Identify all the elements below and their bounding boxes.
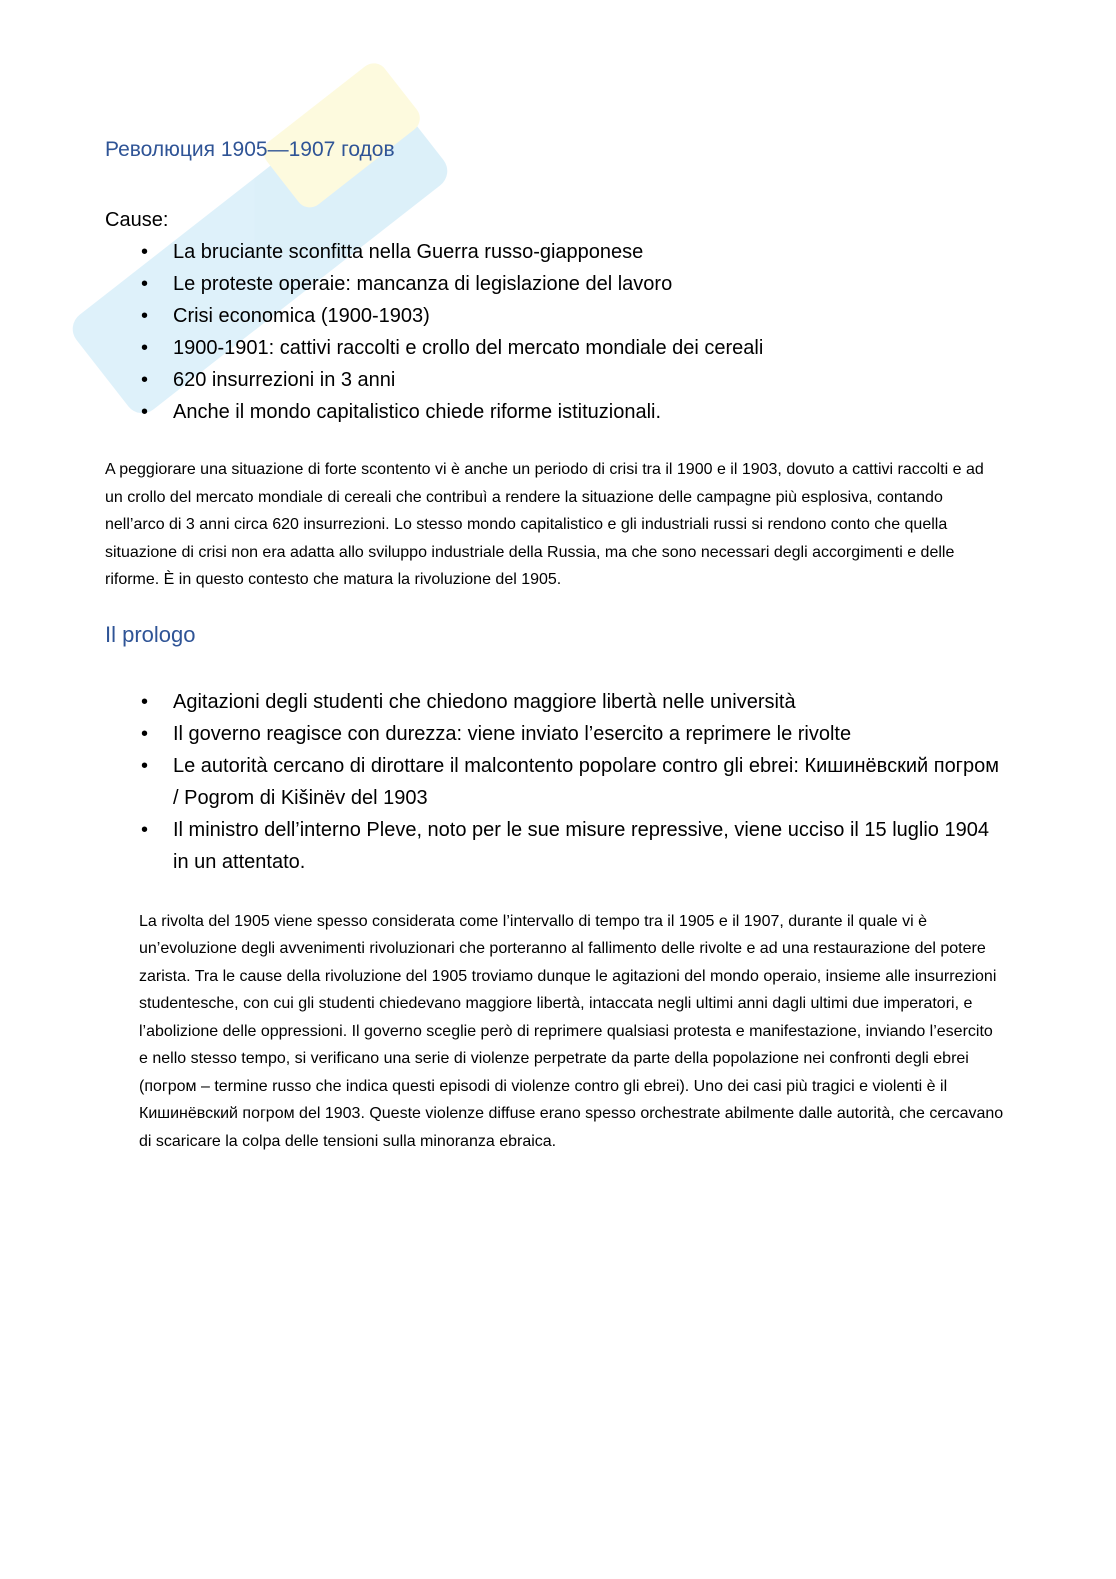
list-item: • La bruciante sconfitta nella Guerra russo-giapponese [141, 236, 1005, 268]
revolt-paragraph: La rivolta del 1905 viene spesso considerata come l’intervallo di tempo tra il 1905 e il 1907, durante il quale vi è un’evoluzione degli avvenimenti rivoluzionari che porteranno al fallimento delle rivolte e ad una restaurazione del potere zarista. Tra le cause della rivoluzione del 1905 troviamo dunque le agitazioni del mondo operaio, insieme alle insurrezioni studentesche, con cui gli studenti chiedevano maggiore libertà, intaccata negli ultimi anni dagli ultimi due imperatori, e l’abolizione delle oppressioni. Il governo sceglie però di reprimere qualsiasi protesta e manifestazione, inviando l’esercito e nello stesso tempo, si verificano una serie di violenze perpetrate da parte della popolazione nei confronti degli ebrei (погром – termine russo che indica questi episodi di violenze contro gli ebrei). Uno dei casi più tragici e violenti è il Кишинёвский погром del 1903. Queste violenze diffuse erano spesso orchestrate abilmente dalle autorità, che cercavano di scaricare la colpa delle tensioni sulla minoranza ebraica. [139, 912, 1004, 1150]
section-title-revolution: Революция 1905—1907 годов [105, 138, 395, 161]
causes-list [105, 236, 1005, 428]
list-item: • Agitazioni degli studenti che chiedono maggiore libertà nelle università [141, 686, 1005, 718]
document-page [105, 130, 1005, 1155]
list-item: • Le proteste operaie: mancanza di legislazione del lavoro [141, 268, 1005, 300]
list-item: • 1900-1901: cattivi raccolti e crollo del mercato mondiale dei cereali [141, 332, 1005, 364]
list-item: • Il governo reagisce con durezza: viene inviato l’esercito a reprimere le rivolte [141, 718, 1005, 750]
list-item: • Le autorità cercano di dirottare il malcontento popolare contro gli ebrei: Кишинёвский погром / Pogrom di Kišinëv del 1903 [141, 750, 1005, 814]
list-item: • Il ministro dell’interno Pleve, noto per le sue misure repressive, viene ucciso il 15 luglio 1904 in un attentato. [141, 814, 1005, 878]
section-title-prologue: Il prologo [105, 621, 196, 647]
list-item: • 620 insurrezioni in 3 anni [141, 364, 1005, 396]
list-item: • Anche il mondo capitalistico chiede riforme istituzionali. [141, 396, 1005, 428]
causes-label: Cause: [105, 209, 169, 231]
prologue-list [105, 686, 1005, 878]
crisis-paragraph: A peggiorare una situazione di forte scontento vi è anche un periodo di crisi tra il 1900 e il 1903, dovuto a cattivi raccolti e ad un crollo del mercato mondiale di cereali che contribuì a rendere la situazione delle campagne più esplosiva, contando nell’arco di 3 anni circa 620 insurrezioni. Lo stesso mondo capitalistico e gli industriali russi si rendono conto che quella situazione di crisi non era adatta allo sviluppo industriale della Russia, ma che sono necessari degli accorgimenti e delle riforme. È in questo contesto che matura la rivoluzione del 1905. [105, 461, 984, 588]
list-item: • Crisi economica (1900-1903) [141, 300, 1005, 332]
